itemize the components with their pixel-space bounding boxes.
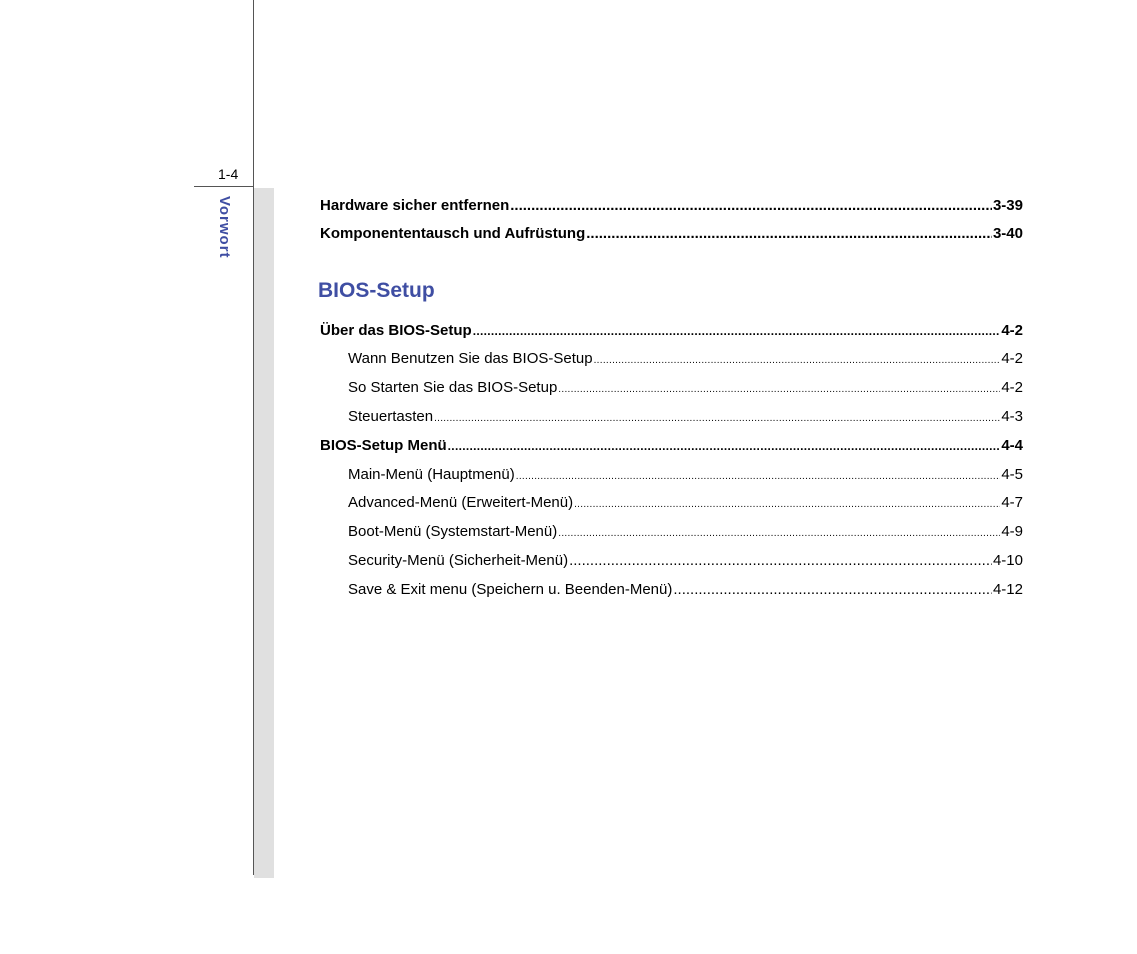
toc-entry-page: 4-12 [992, 581, 1023, 598]
dot-leader [473, 321, 1001, 341]
dot-leader [673, 580, 992, 600]
toc-entry[interactable] [320, 321, 1023, 341]
toc-entry-title: So Starten Sie das BIOS-Setup [348, 379, 558, 396]
dot-leader [516, 465, 1001, 487]
toc-entry-title: Über das BIOS-Setup [320, 322, 472, 339]
toc-entry-page: 4-2 [1001, 379, 1023, 396]
margin-rule-horizontal [194, 186, 254, 187]
toc-subentry[interactable] [348, 407, 1023, 429]
toc-entry-page: 4-10 [992, 552, 1023, 569]
dot-leader [574, 493, 1000, 515]
toc-entry-title: Security-Menü (Sicherheit-Menü) [348, 552, 569, 569]
chapter-side-label: Vorwort [216, 196, 233, 259]
toc-subentry[interactable] [348, 378, 1023, 400]
toc-entry-page: 3-40 [992, 225, 1023, 242]
toc-entry-page: 4-4 [1001, 437, 1023, 454]
toc-entry-title: Komponententausch und Aufrüstung [320, 225, 586, 242]
dot-leader [434, 407, 1000, 429]
toc-subentry[interactable] [348, 349, 1023, 371]
toc-subentry[interactable] [348, 493, 1023, 515]
dot-leader [448, 436, 1001, 456]
toc-entry-page: 4-7 [1001, 494, 1023, 511]
toc-entry-title: Main-Menü (Hauptmenü) [348, 466, 515, 483]
section-title: BIOS-Setup [318, 279, 435, 302]
toc-subentry[interactable] [348, 580, 1023, 600]
toc-entry-title: Advanced-Menü (Erweitert-Menü) [348, 494, 574, 511]
toc-entry-title: Boot-Menü (Systemstart-Menü) [348, 523, 558, 540]
toc-entry-page: 4-3 [1001, 408, 1023, 425]
toc-entry-page: 4-9 [1001, 523, 1023, 540]
page-number: 1-4 [218, 166, 239, 182]
toc-entry-page: 4-5 [1001, 466, 1023, 483]
toc-subentry[interactable] [348, 465, 1023, 487]
toc-subentry[interactable] [348, 522, 1023, 544]
dot-leader [558, 378, 1000, 400]
toc-entry-title: Hardware sicher entfernen [320, 197, 510, 214]
toc-entry-page: 4-2 [1001, 322, 1023, 339]
toc-entry-title: BIOS-Setup Menü [320, 437, 447, 454]
toc-entry[interactable] [320, 196, 1023, 216]
toc-entry-page: 3-39 [992, 197, 1023, 214]
toc-entry-title: Save & Exit menu (Speichern u. Beenden-Menü) [348, 581, 673, 598]
toc-subentry[interactable] [348, 551, 1023, 571]
dot-leader [586, 224, 992, 244]
toc-entry-page: 4-2 [1001, 350, 1023, 367]
dot-leader [594, 349, 1001, 371]
toc-entry-title: Wann Benutzen Sie das BIOS-Setup [348, 350, 593, 367]
toc-entry[interactable] [320, 436, 1023, 456]
dot-leader [569, 551, 992, 571]
dot-leader [510, 196, 992, 216]
toc-entry-title: Steuertasten [348, 408, 434, 425]
toc-entry[interactable] [320, 224, 1023, 244]
side-bar [254, 188, 274, 878]
dot-leader [558, 522, 1000, 544]
